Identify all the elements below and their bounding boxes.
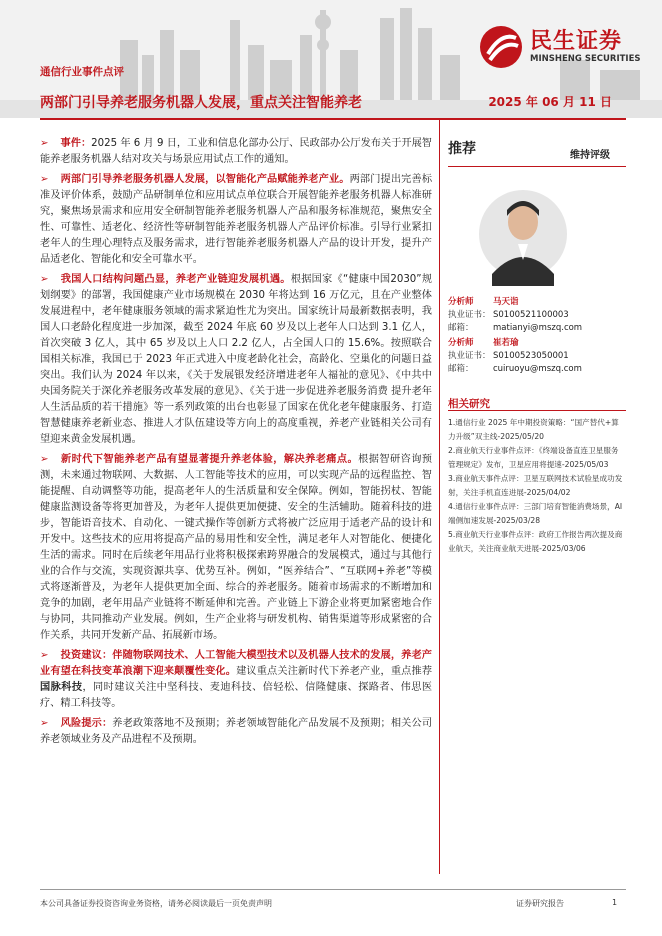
footer-report-type: 证券研究报告 — [516, 899, 564, 908]
related-research-list — [448, 416, 626, 556]
footer-divider — [40, 889, 626, 890]
recommend-label: 推荐 — [448, 141, 476, 157]
page-title: 两部门引导养老服务机器人发展，重点关注智能养老 — [40, 95, 362, 111]
related-item[interactable]: 3.商业航天事件点评：卫星互联网技术试验星成功发射，关注手机直连进展-2025/04/02 — [448, 474, 623, 497]
logo-text-cn: 民生证券 — [530, 29, 623, 54]
sidebar-divider — [448, 166, 626, 167]
paragraph-event: ➢ 事件：2025 年 6 月 9 日，工业和信息化部办公厅、民政部办公厅发布关于开展智能养老服务机器人结对攻关与场景应用试点工作的通知。 — [40, 138, 432, 165]
paragraph-products: ➢ 新时代下智能养老产品有望显著提升养老体验，解决养老痛点。根据智研咨询预测，未来通过物联网、大数据、人工智能等技术的应用，可以实现产品的远程监控、智能提醒、自动调整等功能，提高老年人的生活质量和安全保障。例如，智能拐杖、智能健康监测设备等将更加普及，为老年人提供更加便捷、安全的生活辅助。随着科技的进步，智能语音技术、自动化、一键式操作等创新方式将被广泛应用于适老产品的设计和开发中。这些技术的应用将提高产品的易用性和安全性，满足老年人对智能化、便捷化生活的需求。同时在后续老年用品行业将积极探索跨界融合的发展模式，通过与其他行业的合作与交流，实现资源共享、优势互补。例如，“医养结合”、“互联网+养老”等模式将逐渐普及，为老年人提供更加全面、综合的养老服务。随着市场需求的不断增加和竞争的加剧，老年用品产业链将不断延伸和完善。产业链上下游企业将更加紧密地合作与协同，共同推动产业发展。例如，生产企业将与研发机构、销售渠道等形成紧密的合作关系，共同开发新产品、拓展新市场。 — [40, 454, 433, 641]
related-item[interactable]: 5.商业航天行业事件点评：政府工作报告两次提及商业航天，关注商业航天进展-2025/03/06 — [448, 530, 623, 553]
bullet-icon: ➢ — [40, 174, 49, 185]
analyst-1: 分析师 马天诣 执业证书： S0100521100003 邮箱： matianyi@mszq.com — [448, 297, 583, 333]
paragraph-policy: ➢ 两部门引导养老服务机器人发展，以智能化产品赋能养老产业。两部门提出完善标准及评价体系，鼓励产品研制单位和应用试点单位联合开展智能养老服务机器人标准研究，聚焦场景需求和应用安全研制智能养老服务机器人产品和服务标准规范，聚焦安全性、可靠性、适老化、经济性等研制智能养老服务机器人产品评价标准。引导行业紧扣老年人的生理心理特点及服务需求，进行智能养老服务机器人产品的设计开发，提升产品适老化、智能化和安全可靠水平。 — [40, 174, 433, 265]
logo-text-en: MINSHENG SECURITIES — [530, 54, 641, 64]
related-research-title: 相关研究 — [448, 398, 490, 410]
column-divider — [439, 118, 440, 874]
bullet-icon: ➢ — [40, 650, 49, 661]
main-content — [40, 136, 432, 752]
bullet-icon: ➢ — [40, 718, 49, 729]
paragraph-investment: ➢ 投资建议：伴随物联网技术、人工智能大模型技术以及机器人技术的发展，养老产业有望在科技变革浪潮下迎来颠覆性变化。建议重点关注新时代下养老产业，重点推荐国脉科技，同时建议关注中坚科技、麦迪科技、倍轻松、信隆健康、探路者、伟思医疗、精工科技等。 — [40, 650, 433, 709]
analyst-email-link[interactable]: matianyi@mszq.com — [493, 323, 583, 333]
analyst-photo — [478, 182, 568, 286]
analyst-2: 分析师 崔若瑜 执业证书： S0100523050001 邮箱： cuiruoyu@mszq.com — [448, 338, 582, 374]
related-item[interactable]: 2.商业航天行业事件点评：《终端设备直连卫星服务管理规定》发布，卫星应用将提速-2025/05/03 — [448, 446, 619, 469]
related-divider — [448, 410, 626, 411]
logo-mark-icon — [478, 24, 524, 70]
bullet-icon: ➢ — [40, 138, 49, 149]
paragraph-population: ➢ 我国人口结构问题凸显，养老产业链迎发展机遇。根据国家《“健康中国2030”规划纲要》的部署，我国健康产业市场规模在 2030 年将达到 16 万亿元，且在产业整体发展进程中，老年健康服务领域的需求紧迫性尤为突出。国家统计局最新数据表明，我国人口老龄化程度进一步加深，截至 2024 年底 60 岁及以上老年人口达到 3.1 亿人，首次突破 3 亿人，其中 65 岁及以上人口 2.2 亿人，占全国人口的 15.6%。按照联合国相关标准，我国已于 2023 年正式进入中度老龄化社会，高龄化、空巢化的问题日益突出。我们认为 2024 年以来，《关于发展银发经济增进老年人福祉的意见》、《中共中央国务院关于深化养老服务改革发展的意见》、《关于进一步促进养老服务消费 提升老年人生活品质的若干措施》等一系列政策的出台也彰显了国家在优化老年健康服务、打造智慧健康养老新业态、推进人才队伍建设等方向上的高度重视，养老产业链相关公司有望迎来黄金发展机遇。 — [40, 274, 433, 445]
related-item[interactable]: 4.通信行业事件点评：三部门培育智能消费场景，AI 端侧加速发展-2025/03/28 — [448, 502, 623, 525]
header-banner — [0, 0, 662, 118]
bullet-icon: ➢ — [40, 454, 49, 465]
paragraph-risk: ➢ 风险提示：养老政策落地不及预期；养老领域智能化产品发展不及预期；相关公司养老领域业务及产品进程不及预期。 — [40, 718, 433, 745]
analyst-email-link[interactable]: cuiruoyu@mszq.com — [493, 364, 582, 374]
rating-label: 维持评级 — [570, 150, 610, 161]
sidebar — [448, 138, 626, 553]
header-divider — [40, 118, 626, 120]
report-date: 2025 年 06 月 11 日 — [488, 95, 612, 109]
minsheng-logo — [478, 24, 648, 70]
doc-type: 通信行业事件点评 — [40, 66, 124, 78]
bullet-icon: ➢ — [40, 274, 49, 285]
footer-disclaimer: 本公司具备证券投资咨询业务资格，请务必阅读最后一页免责声明 — [40, 899, 272, 908]
page-number: 1 — [612, 898, 618, 907]
related-item[interactable]: 1.通信行业 2025 年中期投资策略：“国产替代+算力升级”双主线-2025/05/20 — [448, 418, 619, 441]
